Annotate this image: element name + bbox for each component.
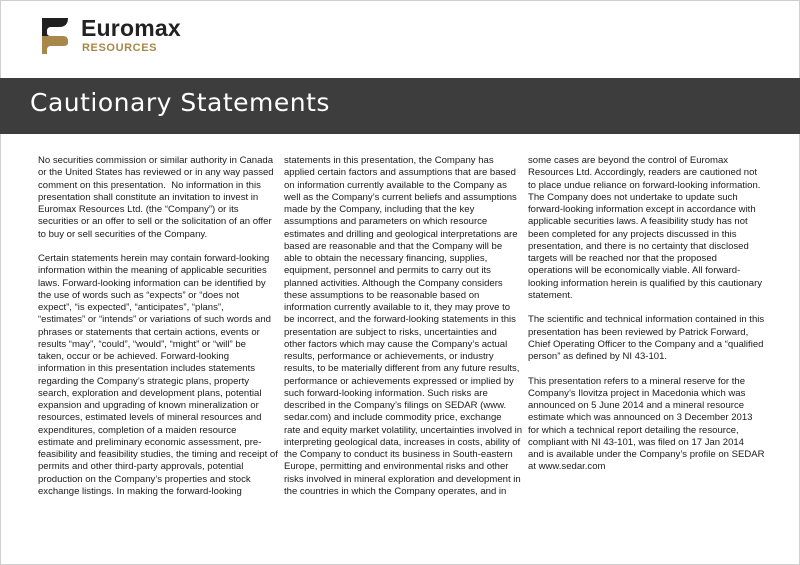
text-column-1 xyxy=(38,155,278,510)
brand-name: Euromax xyxy=(81,15,181,41)
text-column-2 xyxy=(284,155,523,510)
paragraph: Certain statements herein may contain forward-looking information within the meaning of applicable securities laws. Forward-looking information can be identified by the use of words such as “expects” or “does not expect”, “is expected”, “anticipates”, “plans”, “estimates” or “intends” or variations of such words and phrases or statements that certain actions, events or results “may”, “could”, “would”, “might” or “will” be taken, occur or be achieved. Forward-looking information in this presentation includes statements regarding the Company’s strategic plans, property search, exploration and development plans, potential expansion and upgrading of known mineralization or resources, estimated levels of mineral resources and expenditures, completion of a maiden resource estimate and preliminary economic assessment, pre- feasibility and feasibility studies, the timing and receipt of permits and other third-party approvals, potential production on the Company’s properties and stock exchange listings. In making the forward-looking xyxy=(38,253,278,497)
brand-subtitle: RESOURCES xyxy=(82,42,158,54)
paragraph: The scientific and technical information contained in this presentation has been reviewed by Patrick Forward, Chief Operating Officer to the Company and a “qualified person” as defined by NI 43-101. xyxy=(528,314,765,362)
paragraph: No securities commission or similar authority in Canada or the United States has reviewed or in any way passed comment on this presentation. No information in this presentation shall constitute an invitation to invest in Euromax Resources Ltd. (the “Company”) or its securities or an offer to sell or the solicitation of an offer to buy or sell securities of the Company. xyxy=(38,155,274,240)
text-column-3 xyxy=(528,155,768,486)
euromax-logo xyxy=(38,14,238,60)
euromax-logo-mark-icon xyxy=(38,16,72,56)
paragraph: some cases are beyond the control of Euromax Resources Ltd. Accordingly, readers are cautioned not to place undue reliance on forward-looking information. The Company does not undertake to update such forward-looking information except in accordance with applicable securities laws. A feasibility study has not been completed for any projects discussed in this presentation, and there is no certainty that disclosed targets will be reached nor that the proposed operations will be economically viable. All forward- looking information herein is qualified by this cautionary statement. xyxy=(528,155,763,301)
page-title: Cautionary Statements xyxy=(30,88,330,117)
paragraph: This presentation refers to a mineral reserve for the Company’s Ilovitza project in Macedonia which was announced on 5 June 2014 and a mineral resource estimate which was announced on 3 December 2013 for which a technical report detailing the resource, compliant with NI 43-101, was filed on 17 Jan 2014 and is available under the Company’s profile on SEDAR at www.sedar.com xyxy=(528,375,765,473)
paragraph: statements in this presentation, the Company has applied certain factors and assumptions that are based on information currently available to the Company as well as the Company’s current beliefs and assumptions made by the Company, including that the key assumptions and parameters on which resource estimates and drilling and geological interpretations are based are reasonable and that the Company will be able to obtain the necessary financing, supplies, equipment, personnel and permits to carry out its planned activities. Although the Company considers these assumptions to be reasonable based on information currently available to it, they may prove to be incorrect, and the forward-looking statements in this presentation are subject to risks, uncertainties and other factors which may cause the Company’s actual results, performance or achievements, or industry results, to be materially different from any future results, performance or achievements expressed or implied by such forward-looking information. Such risks are described in the Company’s filings on SEDAR (www. sedar.com) and include commodity price, exchange rate and equity market volatility, uncertainties involved in interpreting geological data, increases in costs, ability of the Company to conduct its business in South-eastern Europe, permitting and environmental risks and other risks involved in mineral exploration and development in the countries in which the Company operates, and in xyxy=(284,155,523,497)
title-band xyxy=(0,78,800,134)
